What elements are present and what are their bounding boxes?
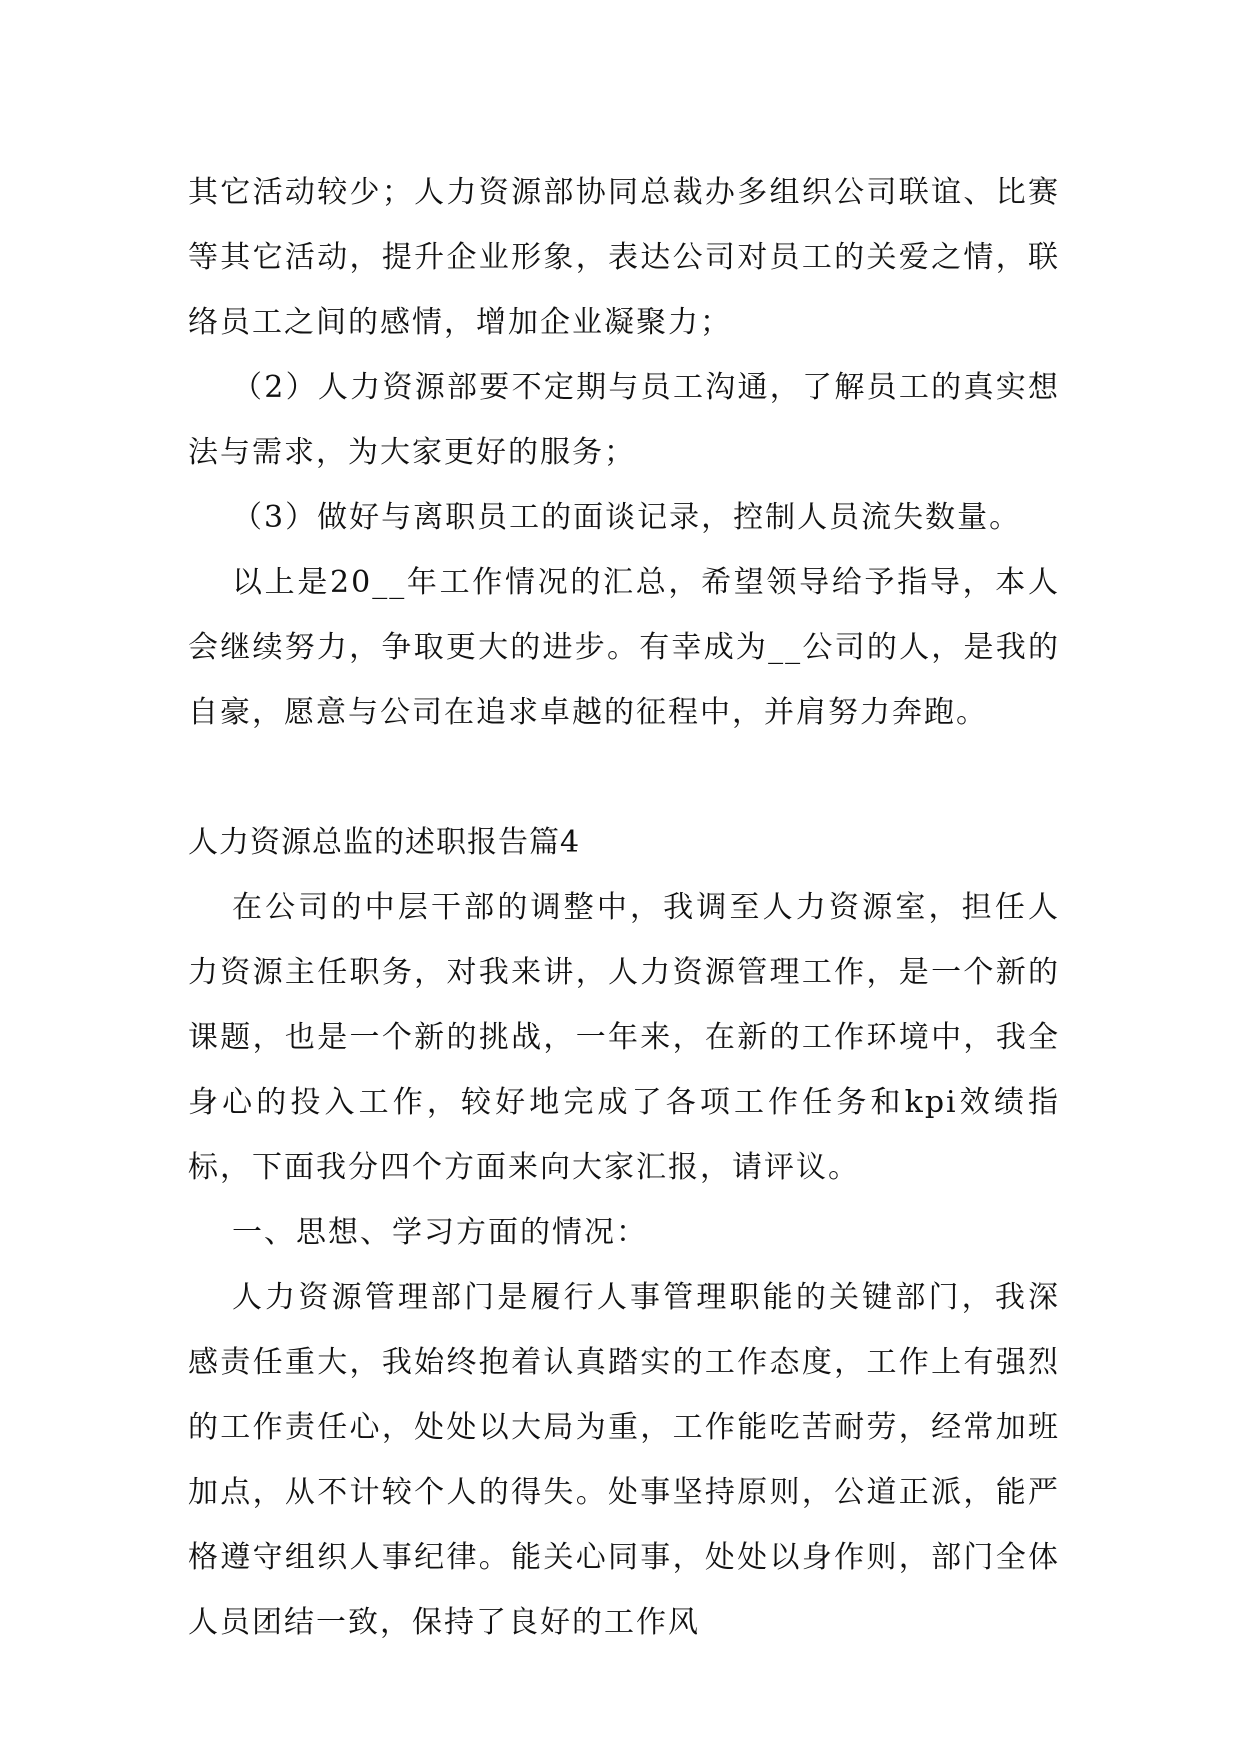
paragraph-summary: 以上是20__年工作情况的汇总，希望领导给予指导，本人会继续努力，争取更大的进步。有幸成为__公司的人，是我的自豪，愿意与公司在追求卓越的征程中，并肩努力奔跑。	[188, 565, 1060, 730]
document-body	[188, 160, 1060, 1655]
paragraph-item-3: （3）做好与离职员工的面谈记录，控制人员流失数量。	[232, 500, 1022, 535]
section-spacer	[188, 745, 1060, 810]
paragraph-body: 人力资源管理部门是履行人事管理职能的关键部门，我深感责任重大，我始终抱着认真踏实的工作态度，工作上有强烈的工作责任心，处处以大局为重，工作能吃苦耐劳，经常加班加点，从不计较个人的得失。处事坚持原则，公道正派，能严格遵守组织人事纪律。能关心同事，处处以身作则，部门全体人员团结一致，保持了良好的工作风	[188, 1280, 1060, 1640]
paragraph-subheading: 一、思想、学习方面的情况：	[232, 1215, 648, 1250]
paragraph-item-2: （2）人力资源部要不定期与员工沟通，了解员工的真实想法与需求，为大家更好的服务；	[188, 370, 1060, 470]
paragraph-intro: 在公司的中层干部的调整中，我调至人力资源室，担任人力资源主任职务，对我来讲，人力资源管理工作，是一个新的课题，也是一个新的挑战，一年来，在新的工作环境中，我全身心的投入工作，较好地完成了各项工作任务和kpi效绩指标，下面我分四个方面来向大家汇报，请评议。	[188, 890, 1060, 1185]
paragraph-continued: 其它活动较少；人力资源部协同总裁办多组织公司联谊、比赛等其它活动，提升企业形象，表达公司对员工的关爱之情，联络员工之间的感情，增加企业凝聚力；	[188, 175, 1060, 340]
section-title: 人力资源总监的述职报告篇4	[188, 825, 581, 860]
